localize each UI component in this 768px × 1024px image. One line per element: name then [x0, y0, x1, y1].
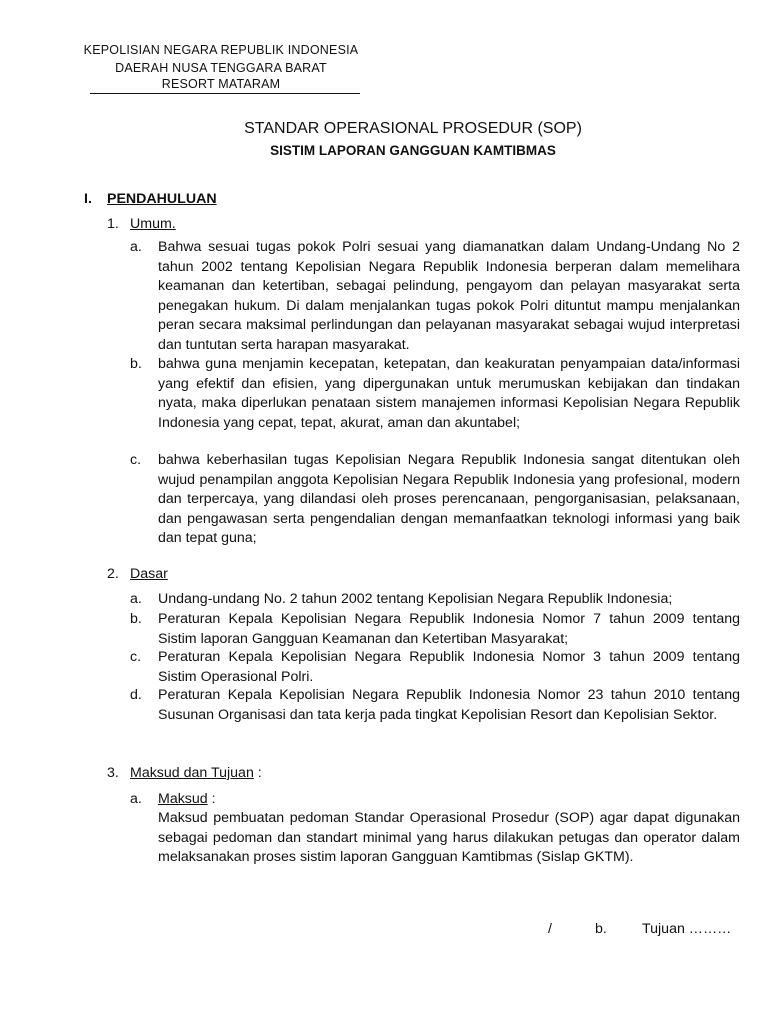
- subsection-title-maksud-tujuan: [130, 764, 262, 784]
- umum-item-a: Bahwa sesuai tugas pokok Polri sesuai yang diamanatkan dalam Undang-Undang No 2 tahun 2002 tentang Kepolisian Negara Republik Indonesia berperan dalam memelihara keamanan dan ketertiban, sebagai pelindung, pengayom dan pelayan masyarakat serta penegakan hukum. Di dalam menjalankan tugas pokok Polri dituntut mampu menjalankan peran secara maksimal perlindungan dan pelayanan masyarakat sebagai wujud interpretasi dan tuntutan serta harapan masyarakat.: [158, 239, 740, 353]
- region-name: DAERAH NUSA TENGGARA BARAT: [115, 61, 327, 75]
- umum-item-c: bahwa keberhasilan tugas Kepolisian Negara Republik Indonesia sangat ditentukan oleh wujud penampilan anggota Kepolisian Negara Republik Indonesia yang profesional, modern dan terpercaya, yang dilandasi oleh proses perencanaan, pengorganisasian, pelaksanaan, dan pengawasan serta pengendalian dengan memanfaatkan teknologi informasi yang baik dan tepat guna;: [158, 452, 740, 546]
- item-label: d.: [130, 687, 142, 703]
- dasar-item-c: Peraturan Kepala Kepolisian Negara Republik Indonesia Nomor 3 tahun 2009 tentang Sistim Operasional Polri.: [158, 649, 740, 685]
- item-label: a.: [130, 591, 142, 607]
- subsection-title-dasar: Dasar: [130, 566, 168, 582]
- document-subtitle: SISTIM LAPORAN GANGGUAN KAMTIBMAS: [270, 143, 556, 158]
- section-number: I.: [84, 191, 92, 207]
- umum-item-b: bahwa guna menjamin kecepatan, ketepatan, dan keakuratan penyampaian data/informasi yang efektif dan efisien, yang dipergunakan untuk merumuskan kebijakan dan tindakan nyata, maka diperlukan penataan sistem manajemen informasi Kepolisian Negara Republik Indonesia yang cepat, tepat, akurat, aman dan akuntabel;: [158, 356, 740, 431]
- item-label: a.: [130, 239, 142, 255]
- item-label: c.: [130, 649, 142, 665]
- maksud-paragraph: Maksud pembuatan pedoman Standar Operasional Prosedur (SOP) agar dapat digunakan sebagai pedoman dan standart minimal yang harus dilakukan petugas dan operator dalam melaksanakan proses sistim laporan Gangguan Kamtibmas (Sislap GKTM).: [158, 810, 740, 865]
- maksud-title: Maksud: [158, 791, 208, 807]
- document-title: STANDAR OPERASIONAL PROSEDUR (SOP): [244, 120, 582, 137]
- subsection-number: 3.: [107, 765, 119, 781]
- section-title: PENDAHULUAN: [107, 191, 217, 207]
- dasar-item-b: Peraturan Kepala Kepolisian Negara Republik Indonesia Nomor 7 tahun 2009 tentang Sistim laporan Gangguan Keamanan dan Ketertiban Masyarakat;: [158, 611, 740, 647]
- item-label: c.: [130, 452, 142, 468]
- maksud-tujuan-suffix: :: [253, 765, 262, 781]
- continuation-slash: /: [548, 921, 552, 937]
- subsection-number: 2.: [107, 566, 119, 582]
- continuation-text: Tujuan ………: [642, 921, 732, 937]
- item-label: b.: [130, 611, 142, 627]
- maksud-tujuan-title: Maksud dan Tujuan: [130, 765, 254, 781]
- maksud-heading: [158, 790, 216, 810]
- continuation-label: b.: [595, 921, 607, 937]
- subsection-title-umum: Umum.: [130, 216, 176, 232]
- institution-name: KEPOLISIAN NEGARA REPUBLIK INDONESIA: [83, 43, 359, 57]
- maksud-suffix: :: [207, 791, 216, 807]
- item-label: b.: [130, 356, 142, 372]
- item-label: a.: [130, 791, 142, 807]
- dasar-item-a: Undang-undang No. 2 tahun 2002 tentang Kepolisian Negara Republik Indonesia;: [158, 591, 673, 607]
- subsection-number: 1.: [107, 216, 119, 232]
- resort-name: RESORT MATARAM: [161, 77, 281, 91]
- header-divider: [90, 93, 360, 94]
- dasar-item-d: Peraturan Kepala Kepolisian Negara Republik Indonesia Nomor 23 tahun 2010 tentang Susunan Organisasi dan tata kerja pada tingkat Kepolisian Resort dan Kepolisian Sektor.: [158, 687, 740, 723]
